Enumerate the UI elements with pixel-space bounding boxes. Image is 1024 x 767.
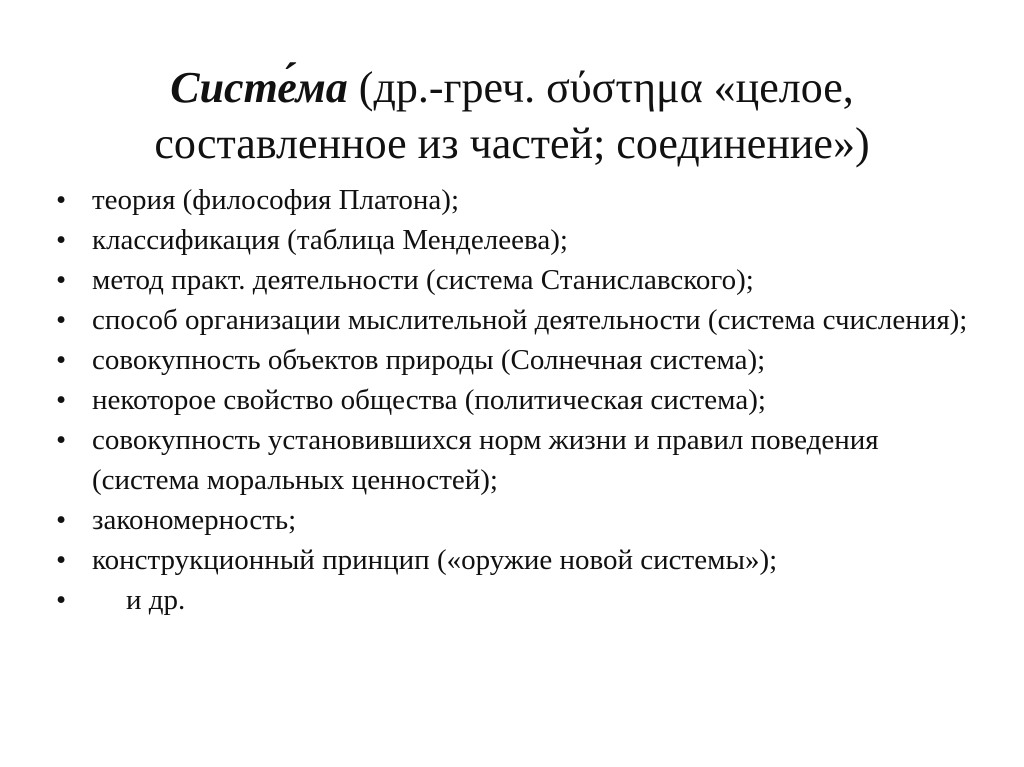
bullet-list [50, 180, 970, 620]
list-item [50, 380, 970, 420]
bullet-icon: • [56, 504, 67, 536]
bullet-icon: • [56, 184, 67, 216]
list-item-text: конструкционный принцип («оружие новой системы»); [92, 544, 778, 576]
list-item-text: и др. [126, 584, 186, 616]
list-item [50, 260, 970, 300]
list-item-text: способ организации мыслительной деятельности (система счисления); [92, 304, 968, 336]
list-item [50, 420, 970, 500]
list-item [50, 180, 970, 220]
slide-title [60, 60, 964, 172]
bullet-icon: • [56, 584, 67, 616]
bullet-icon: • [56, 544, 67, 576]
bullet-icon: • [56, 304, 67, 336]
bullet-icon: • [56, 384, 67, 416]
list-item [50, 500, 970, 540]
bullet-icon: • [56, 424, 67, 456]
list-item-text: теория (философия Платона); [92, 184, 460, 216]
list-item-text: некоторое свойство общества (политическая система); [92, 384, 766, 416]
list-item-text: совокупность установившихся норм жизни и правил поведения (система моральных ценностей); [92, 424, 879, 496]
title-term: Систе́ма [170, 63, 348, 112]
list-item-text: совокупность объектов природы (Солнечная система); [92, 344, 766, 376]
list-item-text: классификация (таблица Менделеева); [92, 224, 568, 256]
list-item-text: метод практ. деятельности (система Станиславского); [92, 264, 754, 296]
bullet-icon: • [56, 344, 67, 376]
title-definition: (др.-греч. σύστημα «целое, составленное из частей; соединение») [154, 63, 870, 168]
bullet-icon: • [56, 264, 67, 296]
list-item [50, 540, 970, 580]
list-item-text: закономерность; [92, 504, 297, 536]
list-item [50, 220, 970, 260]
list-item [50, 580, 970, 620]
list-item [50, 300, 970, 340]
bullet-icon: • [56, 224, 67, 256]
list-item [50, 340, 970, 380]
